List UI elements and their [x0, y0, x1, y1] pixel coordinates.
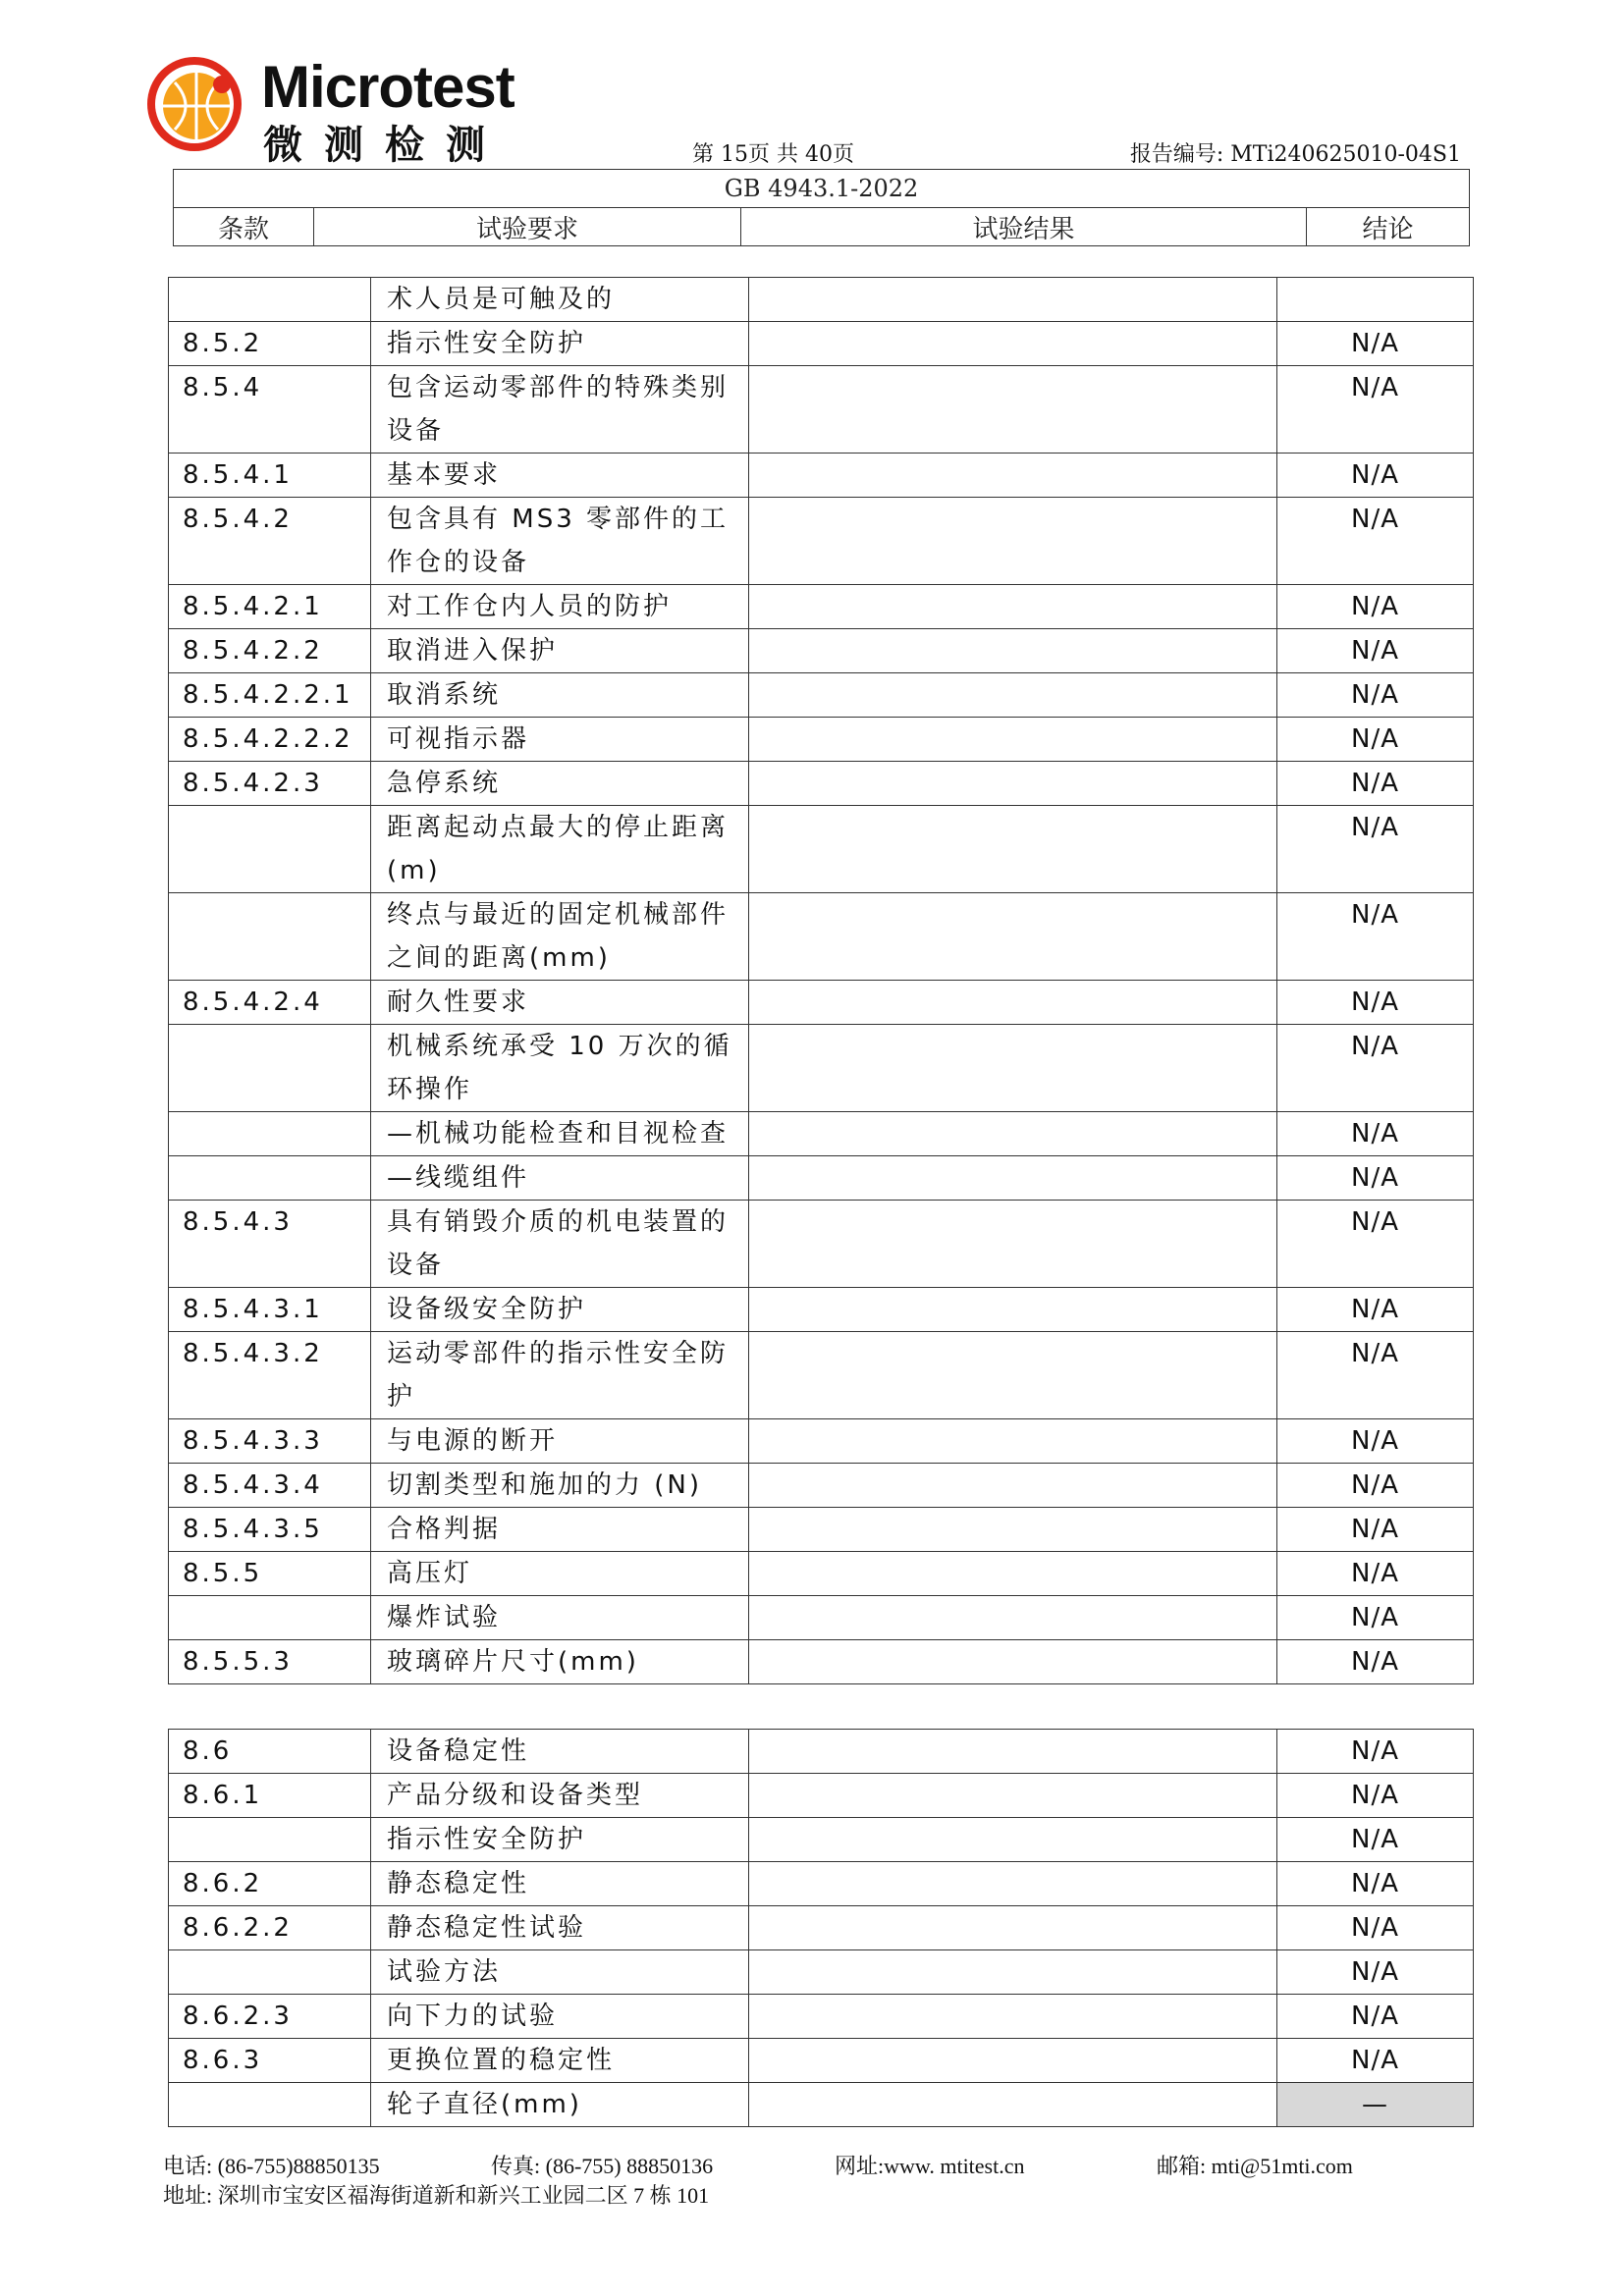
clause-cell: 8.5.4.2.3: [169, 762, 371, 806]
requirement-cell: 距离起动点最大的停止距离(m): [371, 806, 749, 893]
verdict-cell: [1277, 278, 1474, 322]
footer-email[interactable]: 邮箱: mti@51mti.com: [1157, 2154, 1353, 2178]
result-cell: [749, 366, 1277, 454]
requirement-cell: —机械功能检查和目视检查: [371, 1112, 749, 1156]
requirement-cell: 设备稳定性: [371, 1730, 749, 1774]
clause-cell: 8.6.2: [169, 1862, 371, 1906]
result-cell: [749, 1552, 1277, 1596]
clause-cell: [169, 1025, 371, 1112]
verdict-cell: N/A: [1277, 454, 1474, 498]
logo-english-name: Microtest: [261, 54, 514, 120]
table-row: [169, 1508, 1474, 1552]
header-table: [173, 169, 1470, 246]
clause-table-1: [168, 277, 1474, 1684]
verdict-cell: N/A: [1277, 322, 1474, 366]
footer-address: 地址: 深圳市宝安区福海街道新和新兴工业园二区 7 栋 101: [163, 2183, 710, 2208]
result-cell: [749, 1995, 1277, 2039]
requirement-cell: 取消进入保护: [371, 629, 749, 673]
requirement-cell: —线缆组件: [371, 1156, 749, 1201]
table-row: [169, 1862, 1474, 1906]
clause-cell: 8.6.2.3: [169, 1995, 371, 2039]
clause-cell: 8.5.4.2: [169, 498, 371, 585]
result-cell: [749, 1112, 1277, 1156]
table-row: [169, 1332, 1474, 1419]
verdict-cell: N/A: [1277, 893, 1474, 981]
result-cell: [749, 1508, 1277, 1552]
result-cell: [749, 2039, 1277, 2083]
result-cell: [749, 498, 1277, 585]
verdict-cell: N/A: [1277, 629, 1474, 673]
column-header-row: [174, 208, 1470, 246]
table-row: [169, 1156, 1474, 1201]
table-row: [169, 806, 1474, 893]
table-row: [169, 1025, 1474, 1112]
clause-cell: [169, 806, 371, 893]
requirement-cell: 与电源的断开: [371, 1419, 749, 1464]
result-cell: [749, 1596, 1277, 1640]
clause-cell: 8.5.4.2.2.1: [169, 673, 371, 718]
verdict-cell: N/A: [1277, 1950, 1474, 1995]
verdict-cell: N/A: [1277, 1818, 1474, 1862]
requirement-cell: 指示性安全防护: [371, 1818, 749, 1862]
table-row: [169, 498, 1474, 585]
result-cell: [749, 454, 1277, 498]
standard-row: [174, 170, 1470, 208]
verdict-cell: N/A: [1277, 762, 1474, 806]
table-row: [169, 1818, 1474, 1862]
result-cell: [749, 1464, 1277, 1508]
verdict-cell: N/A: [1277, 1906, 1474, 1950]
table-row: [169, 2039, 1474, 2083]
verdict-cell: N/A: [1277, 1464, 1474, 1508]
clause-cell: 8.5.4: [169, 366, 371, 454]
verdict-cell: N/A: [1277, 806, 1474, 893]
verdict-cell: N/A: [1277, 1332, 1474, 1419]
requirement-cell: 对工作仓内人员的防护: [371, 585, 749, 629]
table-row: [169, 1552, 1474, 1596]
table-row: [169, 278, 1474, 322]
requirement-cell: 具有销毁介质的机电装置的设备: [371, 1201, 749, 1288]
table-row: [169, 893, 1474, 981]
clause-cell: [169, 1112, 371, 1156]
clause-cell: [169, 278, 371, 322]
result-cell: [749, 278, 1277, 322]
column-header-clause: 条款: [174, 208, 314, 246]
table-row: [169, 1995, 1474, 2039]
requirement-cell: 合格判据: [371, 1508, 749, 1552]
result-cell: [749, 673, 1277, 718]
footer-website[interactable]: 网址:www. mtitest.cn: [835, 2154, 1025, 2178]
result-cell: [749, 1818, 1277, 1862]
clause-cell: [169, 1818, 371, 1862]
verdict-cell: N/A: [1277, 981, 1474, 1025]
table-row: [169, 762, 1474, 806]
clause-cell: 8.6: [169, 1730, 371, 1774]
table-row: [169, 2083, 1474, 2127]
result-cell: [749, 1774, 1277, 1818]
requirement-cell: 爆炸试验: [371, 1596, 749, 1640]
requirement-cell: 轮子直径(mm): [371, 2083, 749, 2127]
verdict-cell: N/A: [1277, 673, 1474, 718]
result-cell: [749, 629, 1277, 673]
requirement-cell: 静态稳定性: [371, 1862, 749, 1906]
requirement-cell: 指示性安全防护: [371, 322, 749, 366]
table-row: [169, 1288, 1474, 1332]
requirement-cell: 取消系统: [371, 673, 749, 718]
clause-cell: 8.5.4.3.3: [169, 1419, 371, 1464]
result-cell: [749, 322, 1277, 366]
clause-cell: 8.5.4.3.5: [169, 1508, 371, 1552]
table-row: [169, 322, 1474, 366]
requirement-cell: 基本要求: [371, 454, 749, 498]
report-number: 报告编号: MTi240625010-04S1: [1129, 142, 1461, 167]
table-row: [169, 1596, 1474, 1640]
verdict-cell: N/A: [1277, 498, 1474, 585]
clause-cell: 8.5.2: [169, 322, 371, 366]
requirement-cell: 急停系统: [371, 762, 749, 806]
table-row: [169, 981, 1474, 1025]
clause-cell: [169, 2083, 371, 2127]
clause-cell: [169, 1596, 371, 1640]
result-cell: [749, 1419, 1277, 1464]
result-cell: [749, 585, 1277, 629]
clause-cell: 8.5.4.1: [169, 454, 371, 498]
result-cell: [749, 1950, 1277, 1995]
result-cell: [749, 1288, 1277, 1332]
company-logo: [145, 54, 538, 168]
clause-cell: 8.6.2.2: [169, 1906, 371, 1950]
result-cell: [749, 1862, 1277, 1906]
clause-cell: 8.5.4.3: [169, 1201, 371, 1288]
requirement-cell: 高压灯: [371, 1552, 749, 1596]
table-row: [169, 718, 1474, 762]
result-cell: [749, 1640, 1277, 1684]
result-cell: [749, 762, 1277, 806]
table-row: [169, 585, 1474, 629]
clause-cell: 8.6.3: [169, 2039, 371, 2083]
clause-cell: 8.5.5.3: [169, 1640, 371, 1684]
verdict-cell: N/A: [1277, 366, 1474, 454]
clause-cell: 8.5.4.3.4: [169, 1464, 371, 1508]
clause-cell: 8.5.4.3.2: [169, 1332, 371, 1419]
clause-table-2: [168, 1729, 1474, 2127]
footer-phone: 电话: (86-755)88850135: [163, 2154, 380, 2178]
table-row: [169, 629, 1474, 673]
result-cell: [749, 806, 1277, 893]
verdict-cell: N/A: [1277, 1112, 1474, 1156]
verdict-cell: —: [1277, 2083, 1474, 2127]
table-row: [169, 1112, 1474, 1156]
column-header-verdict: 结论: [1307, 208, 1470, 246]
requirement-cell: 设备级安全防护: [371, 1288, 749, 1332]
result-cell: [749, 1156, 1277, 1201]
table-row: [169, 1774, 1474, 1818]
verdict-cell: N/A: [1277, 2039, 1474, 2083]
table-row: [169, 1640, 1474, 1684]
requirement-cell: 试验方法: [371, 1950, 749, 1995]
verdict-cell: N/A: [1277, 1156, 1474, 1201]
requirement-cell: 耐久性要求: [371, 981, 749, 1025]
requirement-cell: 术人员是可触及的: [371, 278, 749, 322]
table-row: [169, 1201, 1474, 1288]
requirement-cell: 产品分级和设备类型: [371, 1774, 749, 1818]
table-row: [169, 673, 1474, 718]
result-cell: [749, 1025, 1277, 1112]
column-header-result: 试验结果: [741, 208, 1307, 246]
requirement-cell: 包含运动零部件的特殊类别设备: [371, 366, 749, 454]
result-cell: [749, 1730, 1277, 1774]
requirement-cell: 更换位置的稳定性: [371, 2039, 749, 2083]
requirement-cell: 可视指示器: [371, 718, 749, 762]
verdict-cell: N/A: [1277, 1596, 1474, 1640]
result-cell: [749, 2083, 1277, 2127]
clause-cell: 8.5.4.2.2.2: [169, 718, 371, 762]
column-header-requirement: 试验要求: [314, 208, 741, 246]
clause-cell: [169, 893, 371, 981]
table-row: [169, 1950, 1474, 1995]
result-cell: [749, 981, 1277, 1025]
clause-cell: 8.5.4.2.4: [169, 981, 371, 1025]
requirement-cell: 向下力的试验: [371, 1995, 749, 2039]
table-row: [169, 1906, 1474, 1950]
table-row: [169, 1419, 1474, 1464]
requirement-cell: 玻璃碎片尺寸(mm): [371, 1640, 749, 1684]
footer-fax: 传真: (86-755) 88850136: [491, 2154, 714, 2178]
result-cell: [749, 1332, 1277, 1419]
result-cell: [749, 1906, 1277, 1950]
verdict-cell: N/A: [1277, 1995, 1474, 2039]
requirement-cell: 切割类型和施加的力 (N): [371, 1464, 749, 1508]
verdict-cell: N/A: [1277, 1640, 1474, 1684]
clause-cell: 8.6.1: [169, 1774, 371, 1818]
logo-chinese-name: 微测检测: [263, 123, 507, 168]
verdict-cell: N/A: [1277, 1201, 1474, 1288]
verdict-cell: N/A: [1277, 1508, 1474, 1552]
requirement-cell: 静态稳定性试验: [371, 1906, 749, 1950]
clause-cell: 8.5.4.2.1: [169, 585, 371, 629]
verdict-cell: N/A: [1277, 1025, 1474, 1112]
result-cell: [749, 718, 1277, 762]
clause-cell: [169, 1156, 371, 1201]
standard-title: GB 4943.1-2022: [174, 170, 1470, 208]
clause-cell: 8.5.5: [169, 1552, 371, 1596]
clause-cell: 8.5.4.3.1: [169, 1288, 371, 1332]
verdict-cell: N/A: [1277, 585, 1474, 629]
requirement-cell: 机械系统承受 10 万次的循环操作: [371, 1025, 749, 1112]
table-row: [169, 1730, 1474, 1774]
result-cell: [749, 1201, 1277, 1288]
verdict-cell: N/A: [1277, 718, 1474, 762]
table-row: [169, 1464, 1474, 1508]
verdict-cell: N/A: [1277, 1862, 1474, 1906]
requirement-cell: 运动零部件的指示性安全防护: [371, 1332, 749, 1419]
requirement-cell: 包含具有 MS3 零部件的工作仓的设备: [371, 498, 749, 585]
verdict-cell: N/A: [1277, 1774, 1474, 1818]
table-row: [169, 366, 1474, 454]
verdict-cell: N/A: [1277, 1288, 1474, 1332]
result-cell: [749, 893, 1277, 981]
globe-logo-icon: [145, 55, 244, 153]
verdict-cell: N/A: [1277, 1419, 1474, 1464]
clause-cell: [169, 1950, 371, 1995]
requirement-cell: 终点与最近的固定机械部件之间的距离(mm): [371, 893, 749, 981]
page-info: 第 15页 共 40页: [692, 142, 854, 167]
verdict-cell: N/A: [1277, 1730, 1474, 1774]
table-row: [169, 454, 1474, 498]
clause-cell: 8.5.4.2.2: [169, 629, 371, 673]
verdict-cell: N/A: [1277, 1552, 1474, 1596]
